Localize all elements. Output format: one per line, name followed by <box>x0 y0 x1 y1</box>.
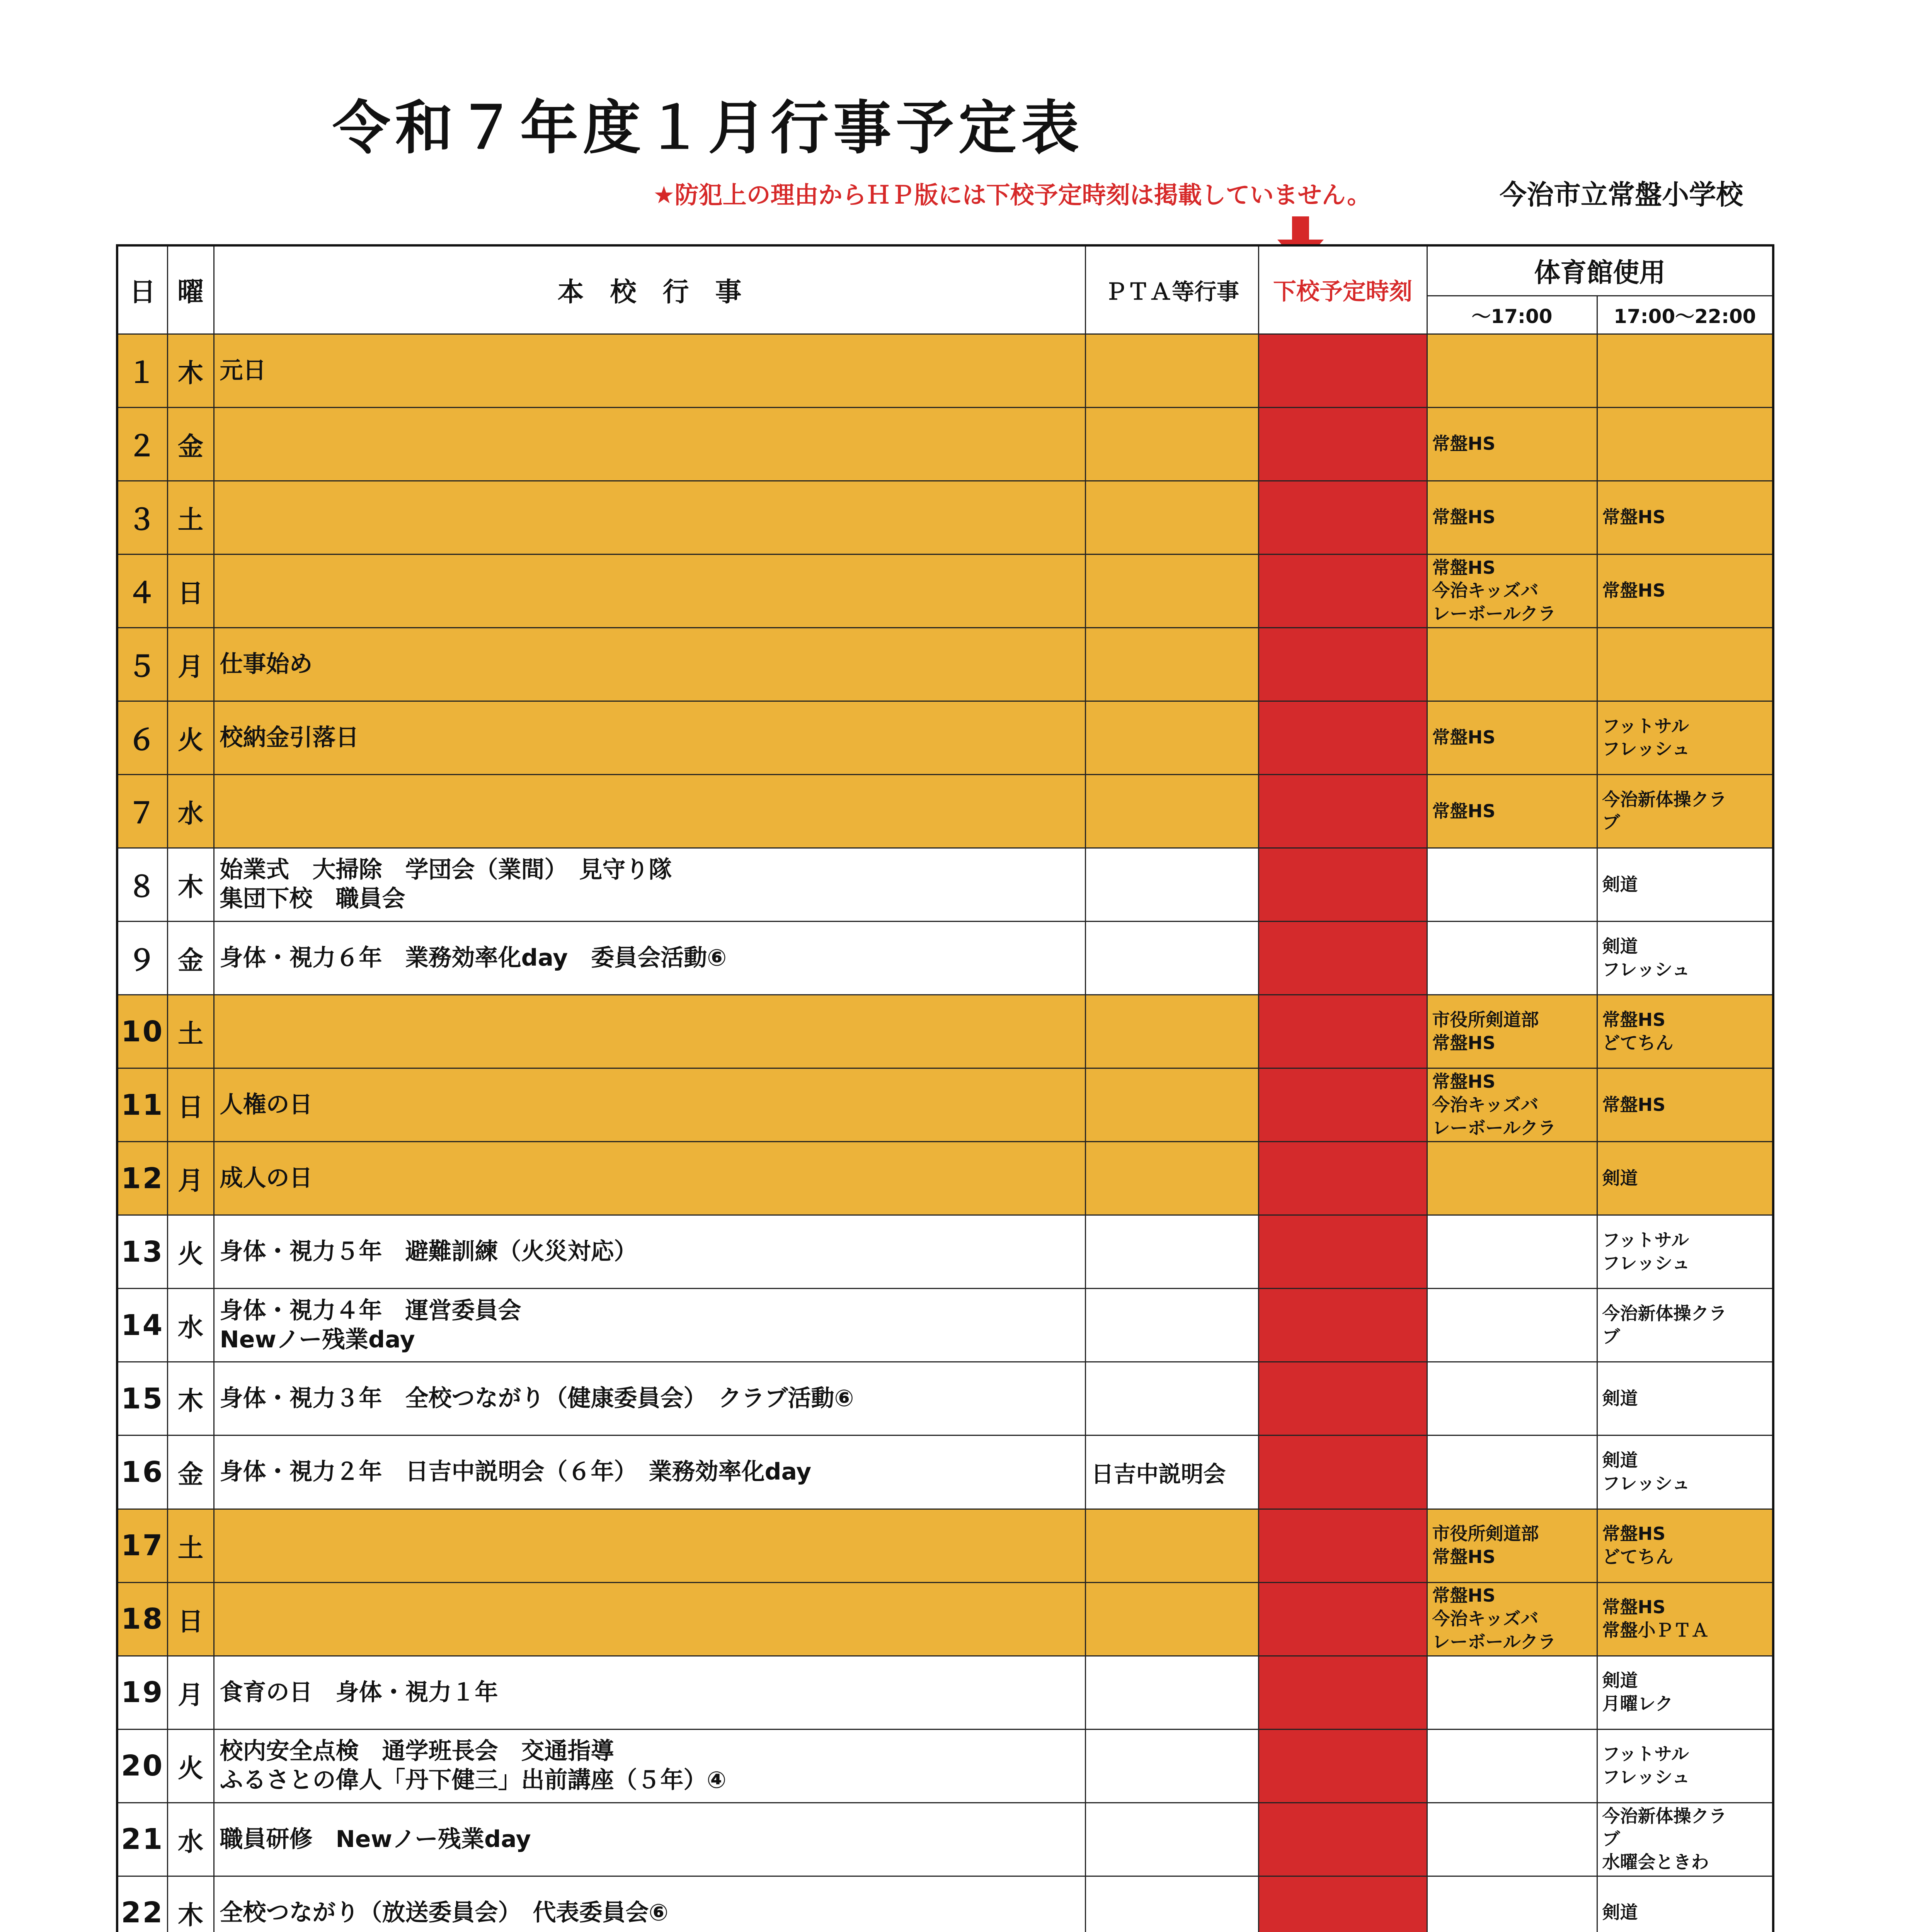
gym-user: 常盤HS <box>1602 1523 1666 1544</box>
header-gym-early: ～17:00 <box>1427 296 1597 334</box>
day-cell: 16 <box>117 1435 167 1509</box>
event-line: 身体・視力３年 全校つながり（健康委員会） クラブ活動⑥ <box>220 1385 854 1412</box>
gym-late-cell <box>1597 1362 1773 1435</box>
header-events: 本 校 行 事 <box>214 245 1085 334</box>
events-cell <box>214 481 1085 554</box>
gym-user: 剣道 <box>1602 1670 1638 1691</box>
events-cell <box>214 334 1085 407</box>
event-line: Newノー残業day <box>220 1326 415 1353</box>
weekday-cell: 火 <box>167 1215 214 1289</box>
gym-early-cell <box>1427 1215 1597 1289</box>
event-line: 全校つながり（放送委員会） 代表委員会⑥ <box>220 1899 669 1926</box>
gym-user: 今治キッズバ <box>1432 1094 1539 1115</box>
events-cell <box>214 1876 1085 1932</box>
gym-late-cell <box>1597 774 1773 848</box>
gym-early-cell <box>1427 1068 1597 1142</box>
weekday-cell: 土 <box>167 481 214 554</box>
event-line: 人権の日 <box>220 1091 313 1119</box>
table-row <box>117 1803 1773 1876</box>
gym-user: 水曜会ときわ <box>1602 1852 1709 1873</box>
pta-cell <box>1085 1289 1258 1362</box>
weekday-cell: 水 <box>167 1289 214 1362</box>
schedule-rows <box>117 334 1773 1932</box>
gym-late-cell <box>1597 334 1773 407</box>
gym-early-cell <box>1427 1803 1597 1876</box>
school-name: 今治市立常盤小学校 <box>1500 179 1743 211</box>
pta-cell <box>1085 554 1258 628</box>
event-line: 集団下校 職員会 <box>220 885 405 913</box>
events-cell <box>214 1729 1085 1803</box>
gym-user: 常盤HS <box>1432 1546 1496 1568</box>
gym-user: 剣道 <box>1602 1450 1638 1471</box>
gym-user: 剣道 <box>1602 874 1638 895</box>
table-row <box>117 1729 1773 1803</box>
day-cell: ７ <box>117 774 167 848</box>
gym-late-cell <box>1597 1289 1773 1362</box>
gym-user: 市役所剣道部 <box>1432 1009 1539 1030</box>
weekday-cell: 火 <box>167 1729 214 1803</box>
events-cell <box>214 922 1085 995</box>
gym-user: 常盤HS <box>1602 580 1666 601</box>
pta-cell <box>1085 1656 1258 1729</box>
dismiss-time-cell <box>1258 922 1427 995</box>
table-row <box>117 1876 1773 1932</box>
dismiss-time-cell <box>1258 1142 1427 1215</box>
events-cell <box>214 407 1085 481</box>
dismiss-time-cell <box>1258 1729 1427 1803</box>
weekday-cell: 金 <box>167 1435 214 1509</box>
weekday-cell: 火 <box>167 701 214 774</box>
events-cell <box>214 995 1085 1068</box>
events-cell <box>214 628 1085 701</box>
pta-cell <box>1085 481 1258 554</box>
dismiss-time-cell <box>1258 701 1427 774</box>
table-row <box>117 554 1773 628</box>
day-cell: ６ <box>117 701 167 774</box>
pta-cell <box>1085 995 1258 1068</box>
event-line: 身体・視力２年 日吉中説明会（６年） 業務効率化day <box>220 1458 812 1486</box>
gym-late-cell <box>1597 1435 1773 1509</box>
events-cell <box>214 1142 1085 1215</box>
day-cell: ４ <box>117 554 167 628</box>
gym-early-cell <box>1427 1582 1597 1656</box>
events-cell <box>214 774 1085 848</box>
gym-early-cell <box>1427 1509 1597 1582</box>
gym-user: フレッシュ <box>1602 1252 1690 1274</box>
gym-user: どてちん <box>1602 1032 1674 1053</box>
weekday-cell: 木 <box>167 848 214 921</box>
gym-late-cell <box>1597 1215 1773 1289</box>
table-row <box>117 1582 1773 1656</box>
weekday-cell: 木 <box>167 1876 214 1932</box>
gym-user: 今治新体操クラ <box>1602 1805 1727 1827</box>
gym-early-cell <box>1427 774 1597 848</box>
dismiss-time-cell <box>1258 1876 1427 1932</box>
gym-early-cell <box>1427 334 1597 407</box>
gym-early-cell <box>1427 481 1597 554</box>
events-cell <box>214 554 1085 628</box>
gym-early-cell <box>1427 1289 1597 1362</box>
gym-early-cell <box>1427 1729 1597 1803</box>
gym-user: ブ <box>1602 812 1620 833</box>
table-row <box>117 1142 1773 1215</box>
event-line: 身体・視力４年 運営委員会 <box>220 1297 521 1324</box>
weekday-cell: 月 <box>167 1656 214 1729</box>
day-cell: 22 <box>117 1876 167 1932</box>
event-line: 始業式 大掃除 学団会（業間） 見守り隊 <box>220 856 672 884</box>
pta-cell <box>1085 1876 1258 1932</box>
gym-user: 常盤HS <box>1432 800 1496 821</box>
gym-late-cell <box>1597 554 1773 628</box>
table-row <box>117 701 1773 774</box>
gym-late-cell <box>1597 1068 1773 1142</box>
weekday-cell: 木 <box>167 1362 214 1435</box>
events-cell <box>214 1362 1085 1435</box>
day-cell: ２ <box>117 407 167 481</box>
gym-late-cell <box>1597 1509 1773 1582</box>
gym-user: 今治キッズバ <box>1432 580 1539 601</box>
pta-cell <box>1085 1215 1258 1289</box>
table-row <box>117 334 1773 407</box>
dismiss-time-cell <box>1258 1289 1427 1362</box>
page-title: 令和７年度１月行事予定表 <box>332 95 1084 162</box>
events-cell <box>214 1509 1085 1582</box>
table-row <box>117 1509 1773 1582</box>
gym-user: 常盤HS <box>1602 1009 1666 1030</box>
day-cell: １ <box>117 334 167 407</box>
gym-early-cell <box>1427 1362 1597 1435</box>
pta-cell <box>1085 848 1258 921</box>
gym-late-cell <box>1597 481 1773 554</box>
day-cell: 18 <box>117 1582 167 1656</box>
table-row <box>117 774 1773 848</box>
events-cell <box>214 1215 1085 1289</box>
schedule-table <box>116 244 1774 1932</box>
dismiss-time-cell <box>1258 848 1427 921</box>
table-row <box>117 1656 1773 1729</box>
gym-late-cell <box>1597 995 1773 1068</box>
gym-late-cell <box>1597 1656 1773 1729</box>
gym-late-cell <box>1597 1582 1773 1656</box>
gym-user: フレッシュ <box>1602 1767 1690 1788</box>
gym-user: フレッシュ <box>1602 738 1690 760</box>
weekday-cell: 日 <box>167 554 214 628</box>
dismiss-time-cell <box>1258 1362 1427 1435</box>
table-row <box>117 481 1773 554</box>
gym-early-cell <box>1427 1656 1597 1729</box>
gym-user: どてちん <box>1602 1546 1674 1568</box>
day-cell: 10 <box>117 995 167 1068</box>
dismiss-time-cell <box>1258 481 1427 554</box>
event-line: ふるさとの偉人「丹下健三」出前講座（５年）④ <box>220 1767 727 1794</box>
weekday-cell: 月 <box>167 628 214 701</box>
day-cell: 15 <box>117 1362 167 1435</box>
pta-cell <box>1085 407 1258 481</box>
header-pta: ＰＴＡ等行事 <box>1085 245 1258 334</box>
gym-user: 剣道 <box>1602 935 1638 957</box>
events-cell <box>214 1289 1085 1362</box>
pta-cell <box>1085 1582 1258 1656</box>
gym-early-cell <box>1427 995 1597 1068</box>
weekday-cell: 日 <box>167 1068 214 1142</box>
table-row <box>117 848 1773 921</box>
security-notice: ★防犯上の理由からＨＰ版には下校予定時刻は掲載していません。 <box>653 181 1371 209</box>
event-line: 仕事始め <box>220 650 313 678</box>
dismiss-time-cell <box>1258 1435 1427 1509</box>
day-cell: 14 <box>117 1289 167 1362</box>
header-weekday: 曜 <box>167 245 214 334</box>
gym-early-cell <box>1427 407 1597 481</box>
events-cell <box>214 848 1085 921</box>
gym-user: 常盤HS <box>1432 727 1496 748</box>
pta-cell: 日吉中説明会 <box>1085 1435 1258 1509</box>
gym-early-cell <box>1427 1876 1597 1932</box>
dismiss-time-cell <box>1258 334 1427 407</box>
pta-cell <box>1085 774 1258 848</box>
gym-user: 剣道 <box>1602 1388 1638 1409</box>
gym-user: レーボールクラ <box>1432 1117 1556 1138</box>
gym-early-cell <box>1427 628 1597 701</box>
day-cell: 19 <box>117 1656 167 1729</box>
gym-user: 常盤HS <box>1432 1585 1496 1606</box>
table-row <box>117 628 1773 701</box>
day-cell: 12 <box>117 1142 167 1215</box>
table-row <box>117 922 1773 995</box>
weekday-cell: 水 <box>167 1803 214 1876</box>
gym-user: フレッシュ <box>1602 959 1690 980</box>
weekday-cell: 土 <box>167 995 214 1068</box>
gym-user: 今治新体操クラ <box>1602 1303 1727 1324</box>
gym-late-cell <box>1597 848 1773 921</box>
events-cell <box>214 701 1085 774</box>
gym-late-cell <box>1597 701 1773 774</box>
table-row <box>117 407 1773 481</box>
weekday-cell: 木 <box>167 334 214 407</box>
gym-late-cell <box>1597 1803 1773 1876</box>
event-line: 校内安全点検 通学班長会 交通指導 <box>220 1738 614 1765</box>
gym-late-cell <box>1597 1729 1773 1803</box>
gym-user: レーボールクラ <box>1432 1631 1556 1652</box>
table-row <box>117 1289 1773 1362</box>
weekday-cell: 月 <box>167 1142 214 1215</box>
event-line: 食育の日 身体・視力１年 <box>220 1679 498 1706</box>
gym-late-cell <box>1597 922 1773 995</box>
event-line: 成人の日 <box>220 1165 313 1192</box>
event-line: 元日 <box>220 357 266 384</box>
gym-user: 常盤HS <box>1602 1597 1666 1618</box>
weekday-cell: 金 <box>167 407 214 481</box>
events-cell <box>214 1656 1085 1729</box>
gym-user: ブ <box>1602 1828 1620 1850</box>
day-cell: ８ <box>117 848 167 921</box>
gym-early-cell <box>1427 1435 1597 1509</box>
table-row <box>117 1362 1773 1435</box>
events-cell <box>214 1582 1085 1656</box>
event-line: 校納金引落日 <box>220 724 359 751</box>
day-cell: 11 <box>117 1068 167 1142</box>
gym-user: フレッシュ <box>1602 1473 1690 1494</box>
pta-cell <box>1085 334 1258 407</box>
gym-early-cell <box>1427 554 1597 628</box>
dismiss-time-cell <box>1258 407 1427 481</box>
pta-cell <box>1085 628 1258 701</box>
gym-user: 常盤HS <box>1432 1071 1496 1092</box>
day-cell: 20 <box>117 1729 167 1803</box>
dismiss-time-cell <box>1258 1068 1427 1142</box>
pta-cell <box>1085 1729 1258 1803</box>
gym-user: フットサル <box>1602 1743 1689 1765</box>
pta-cell <box>1085 1142 1258 1215</box>
events-cell <box>214 1803 1085 1876</box>
gym-late-cell <box>1597 407 1773 481</box>
table-row <box>117 1215 1773 1289</box>
gym-user: レーボールクラ <box>1432 603 1556 624</box>
event-line: 職員研修 Newノー残業day <box>220 1825 531 1853</box>
pta-cell <box>1085 1803 1258 1876</box>
gym-user: 剣道 <box>1602 1167 1638 1189</box>
dismiss-time-cell <box>1258 628 1427 701</box>
event-line: 身体・視力５年 避難訓練（火災対応） <box>220 1238 637 1265</box>
pta-cell <box>1085 1509 1258 1582</box>
pta-cell <box>1085 922 1258 995</box>
table-row <box>117 1435 1773 1509</box>
gym-late-cell <box>1597 628 1773 701</box>
header-dismiss-time: 下校予定時刻 <box>1258 245 1427 334</box>
dismiss-time-cell <box>1258 1215 1427 1289</box>
gym-late-cell <box>1597 1142 1773 1215</box>
gym-late-cell <box>1597 1876 1773 1932</box>
dismiss-time-cell <box>1258 1803 1427 1876</box>
pta-cell <box>1085 1068 1258 1142</box>
gym-user: 月曜レク <box>1602 1693 1673 1714</box>
pta-cell <box>1085 1362 1258 1435</box>
dismiss-time-cell <box>1258 995 1427 1068</box>
day-cell: ５ <box>117 628 167 701</box>
day-cell: ３ <box>117 481 167 554</box>
gym-user: 常盤小ＰＴＡ <box>1602 1620 1709 1641</box>
events-cell <box>214 1435 1085 1509</box>
gym-user: 今治新体操クラ <box>1602 789 1727 810</box>
day-cell: 21 <box>117 1803 167 1876</box>
weekday-cell: 土 <box>167 1509 214 1582</box>
gym-early-cell <box>1427 848 1597 921</box>
gym-user: フットサル <box>1602 1229 1689 1250</box>
gym-user: 常盤HS <box>1432 557 1496 578</box>
gym-early-cell <box>1427 1142 1597 1215</box>
gym-user: 市役所剣道部 <box>1432 1523 1539 1544</box>
gym-user: ブ <box>1602 1326 1620 1347</box>
table-row <box>117 995 1773 1068</box>
header-day: 日 <box>117 245 167 334</box>
dismiss-time-cell <box>1258 1582 1427 1656</box>
header-gym: 体育館使用 <box>1427 245 1773 296</box>
gym-user: 常盤HS <box>1432 1032 1496 1053</box>
dismiss-time-cell <box>1258 1509 1427 1582</box>
gym-user: 常盤HS <box>1602 507 1666 528</box>
dismiss-time-cell <box>1258 1656 1427 1729</box>
gym-user: 常盤HS <box>1432 433 1496 454</box>
weekday-cell: 金 <box>167 922 214 995</box>
table-row <box>117 1068 1773 1142</box>
gym-early-cell <box>1427 922 1597 995</box>
gym-user: 常盤HS <box>1432 507 1496 528</box>
day-cell: ９ <box>117 922 167 995</box>
gym-early-cell <box>1427 701 1597 774</box>
gym-user: 常盤HS <box>1602 1094 1666 1115</box>
dismiss-time-cell <box>1258 554 1427 628</box>
header-gym-late: 17:00～22:00 <box>1597 296 1773 334</box>
gym-user: 今治キッズバ <box>1432 1608 1539 1629</box>
gym-user: 剣道 <box>1602 1902 1638 1923</box>
weekday-cell: 日 <box>167 1582 214 1656</box>
day-cell: 17 <box>117 1509 167 1582</box>
pta-cell <box>1085 701 1258 774</box>
gym-user: フットサル <box>1602 715 1689 736</box>
dismiss-time-cell <box>1258 774 1427 848</box>
events-cell <box>214 1068 1085 1142</box>
event-line: 身体・視力６年 業務効率化day 委員会活動⑥ <box>220 944 727 972</box>
weekday-cell: 水 <box>167 774 214 848</box>
day-cell: 13 <box>117 1215 167 1289</box>
